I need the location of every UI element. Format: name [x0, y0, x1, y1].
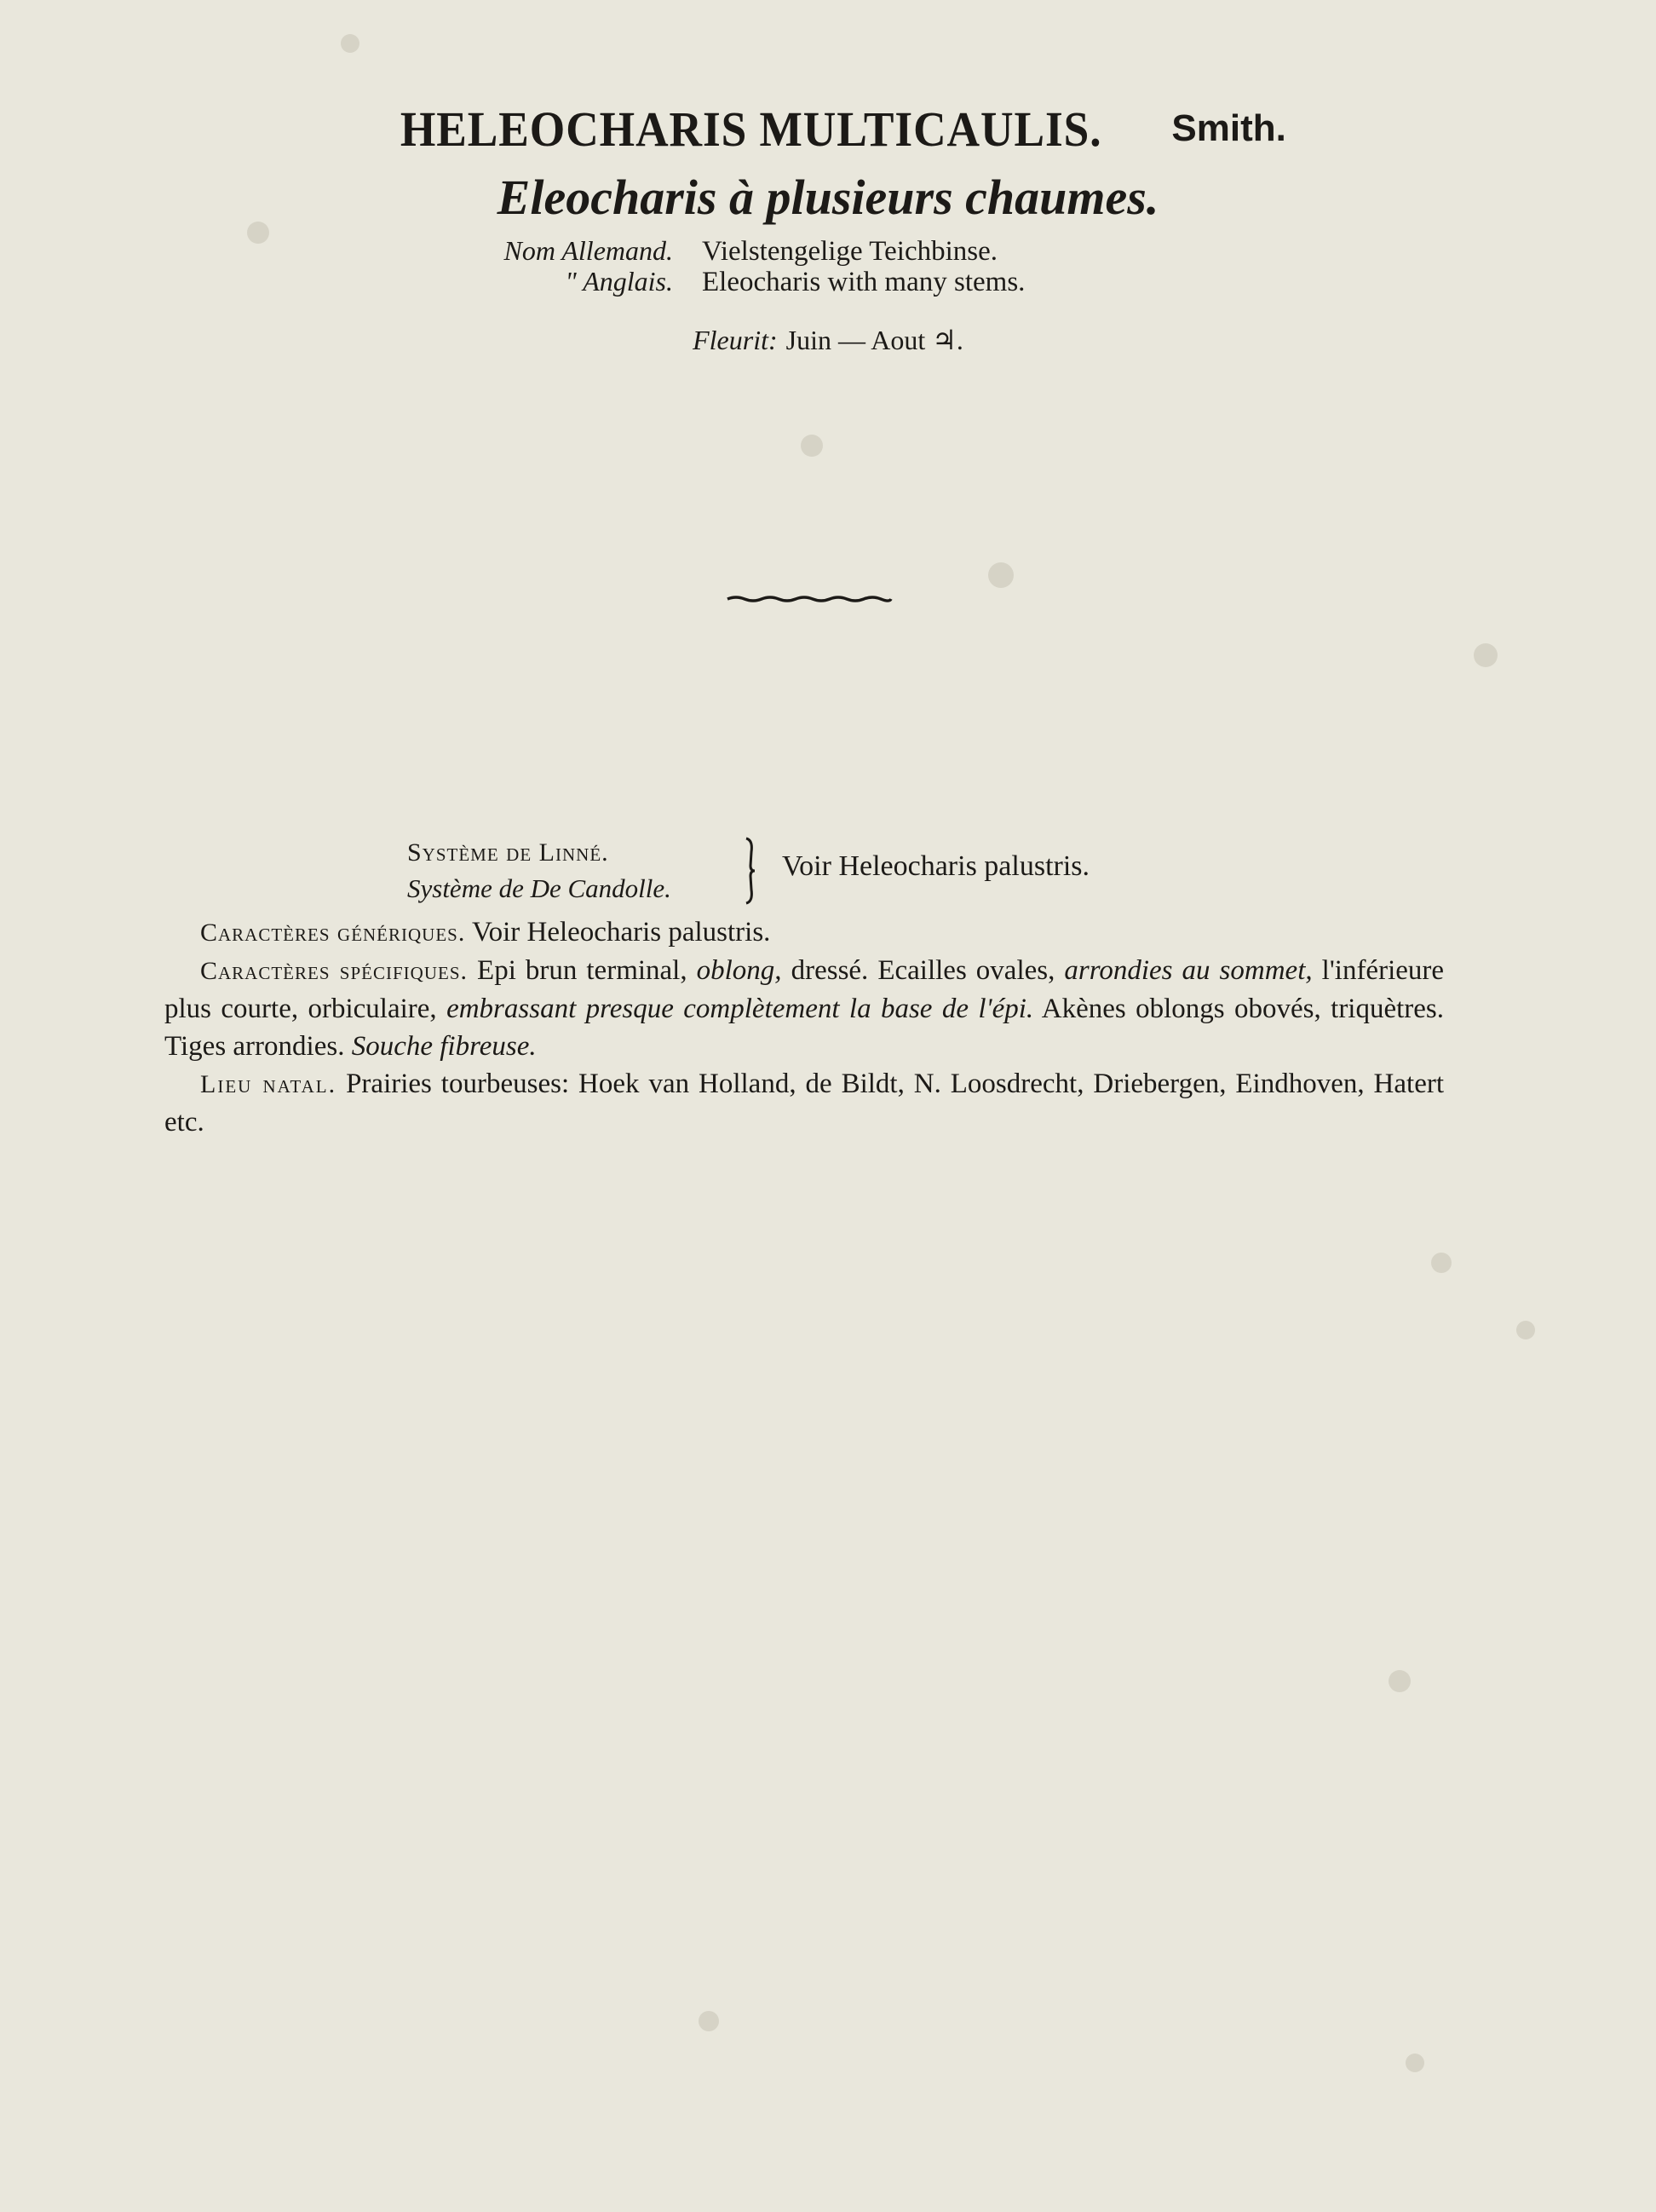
habitat-text: Prairies tourbeuses: Hoek van Holland, de Bildt, N. Loosdrecht, Driebergen, Eindhoven, Hatert etc. — [164, 1069, 1445, 1138]
common-name-row — [426, 266, 1025, 297]
species-title — [0, 101, 1656, 158]
specific-text-6: embrassant presque complètement la base de l'épi. — [446, 994, 1034, 1024]
generic-text: Voir Heleocharis palustris. — [472, 917, 771, 948]
specific-text-8: Souche fibreuse. — [351, 1031, 537, 1062]
specific-text-7: Akènes oblongs obovés, triquètres. Tiges arrondies. — [164, 994, 1445, 1062]
habitat — [164, 1065, 1444, 1141]
common-name-value: Vielstengelige Teichbinse. — [702, 236, 998, 267]
specific-text-2: oblong, — [696, 955, 782, 986]
generic-heading: Caractères génériques. — [200, 919, 466, 947]
specific-text-3: dressé. Ecailles ovales, — [791, 955, 1055, 986]
system-linne: Système de Linné. — [407, 838, 609, 867]
system-candolle: Système de De Candolle. — [407, 873, 671, 903]
specific-heading: Caractères spécifiques. — [200, 957, 468, 985]
common-name-row — [426, 235, 1025, 266]
author-name: Smith. — [1171, 107, 1286, 149]
french-name: Eleocharis à plusieurs chaumes. — [497, 170, 1159, 225]
flowering-label: Fleurit: — [693, 325, 778, 355]
generic-characters — [164, 913, 1444, 952]
flowering-line — [0, 324, 1656, 356]
specific-text-4: arrondies au sommet, — [1064, 955, 1313, 986]
common-name-value: Eleocharis with many stems. — [702, 267, 1026, 297]
flowering-value: Juin — Aout ♃. — [785, 325, 963, 355]
specific-characters — [164, 952, 1444, 1065]
common-name-label: " Anglais. — [565, 266, 673, 297]
common-names — [426, 235, 1025, 297]
common-name-label: Nom Allemand. — [503, 235, 673, 266]
scientific-name: HELEOCHARIS MULTICAULIS. — [400, 101, 1102, 157]
system-reference: Voir Heleocharis palustris. — [782, 850, 1090, 882]
ornamental-rule — [726, 591, 893, 607]
specific-text-5: l'inférieure plus courte, orbiculaire, — [164, 955, 1445, 1024]
brace-icon — [738, 837, 763, 905]
specific-text-1: Epi brun terminal, — [477, 955, 687, 986]
habitat-heading: Lieu natal. — [200, 1070, 337, 1098]
description-body — [164, 913, 1444, 1141]
